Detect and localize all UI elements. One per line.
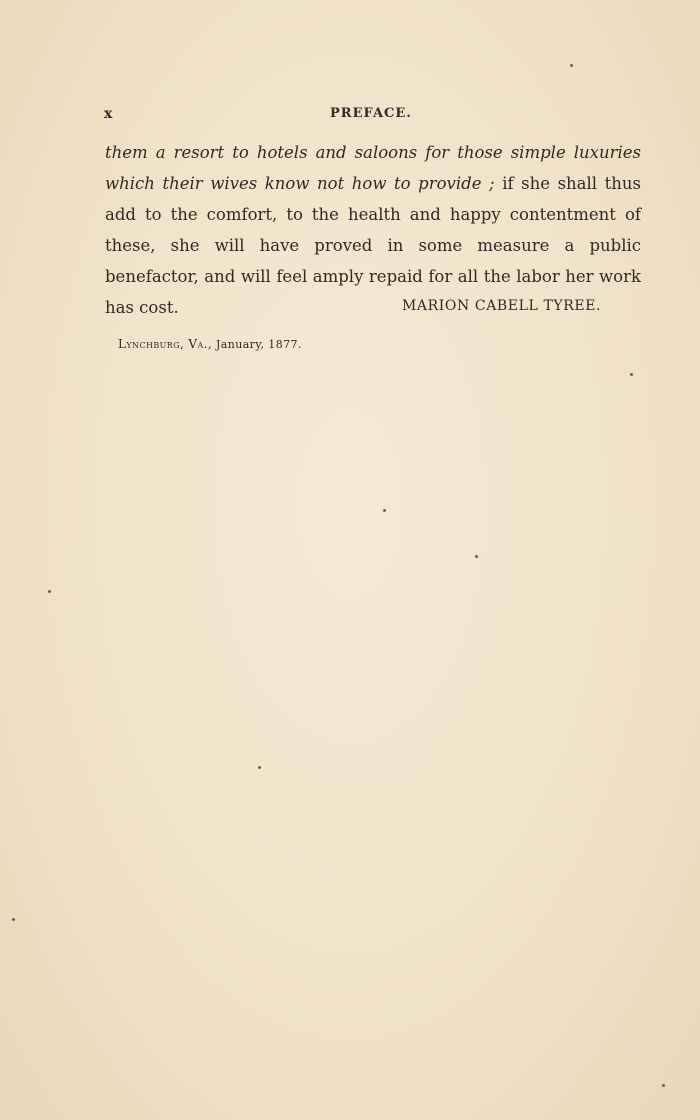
- paper-speck: [475, 555, 478, 558]
- author-signature: MARION CABELL TYREE.: [402, 298, 602, 314]
- paper-speck: [662, 1084, 665, 1087]
- paper-speck: [630, 373, 633, 376]
- preface-paragraph: [105, 137, 641, 323]
- roman-text: if she shall thus add to the comfort, to the health and happy contentment of these, she will have proved in some measure a public benefactor, and will feel amply repaid for all the labor her work has cost.: [105, 174, 642, 317]
- italic-text: them a resort to hotels and saloons for those simple luxuries which their wives know not how to provide ;: [105, 143, 641, 193]
- page-number: x: [104, 106, 114, 122]
- paper-speck: [258, 766, 261, 769]
- dateline: [118, 337, 302, 351]
- paper-speck: [48, 590, 51, 593]
- paper-speck: [570, 64, 573, 67]
- paper-speck: [383, 509, 386, 512]
- dateline-date: January, 1877.: [212, 338, 302, 351]
- dateline-place: Lynchburg, Va.,: [118, 337, 213, 351]
- running-head: PREFACE.: [330, 106, 412, 121]
- paper-speck: [12, 918, 15, 921]
